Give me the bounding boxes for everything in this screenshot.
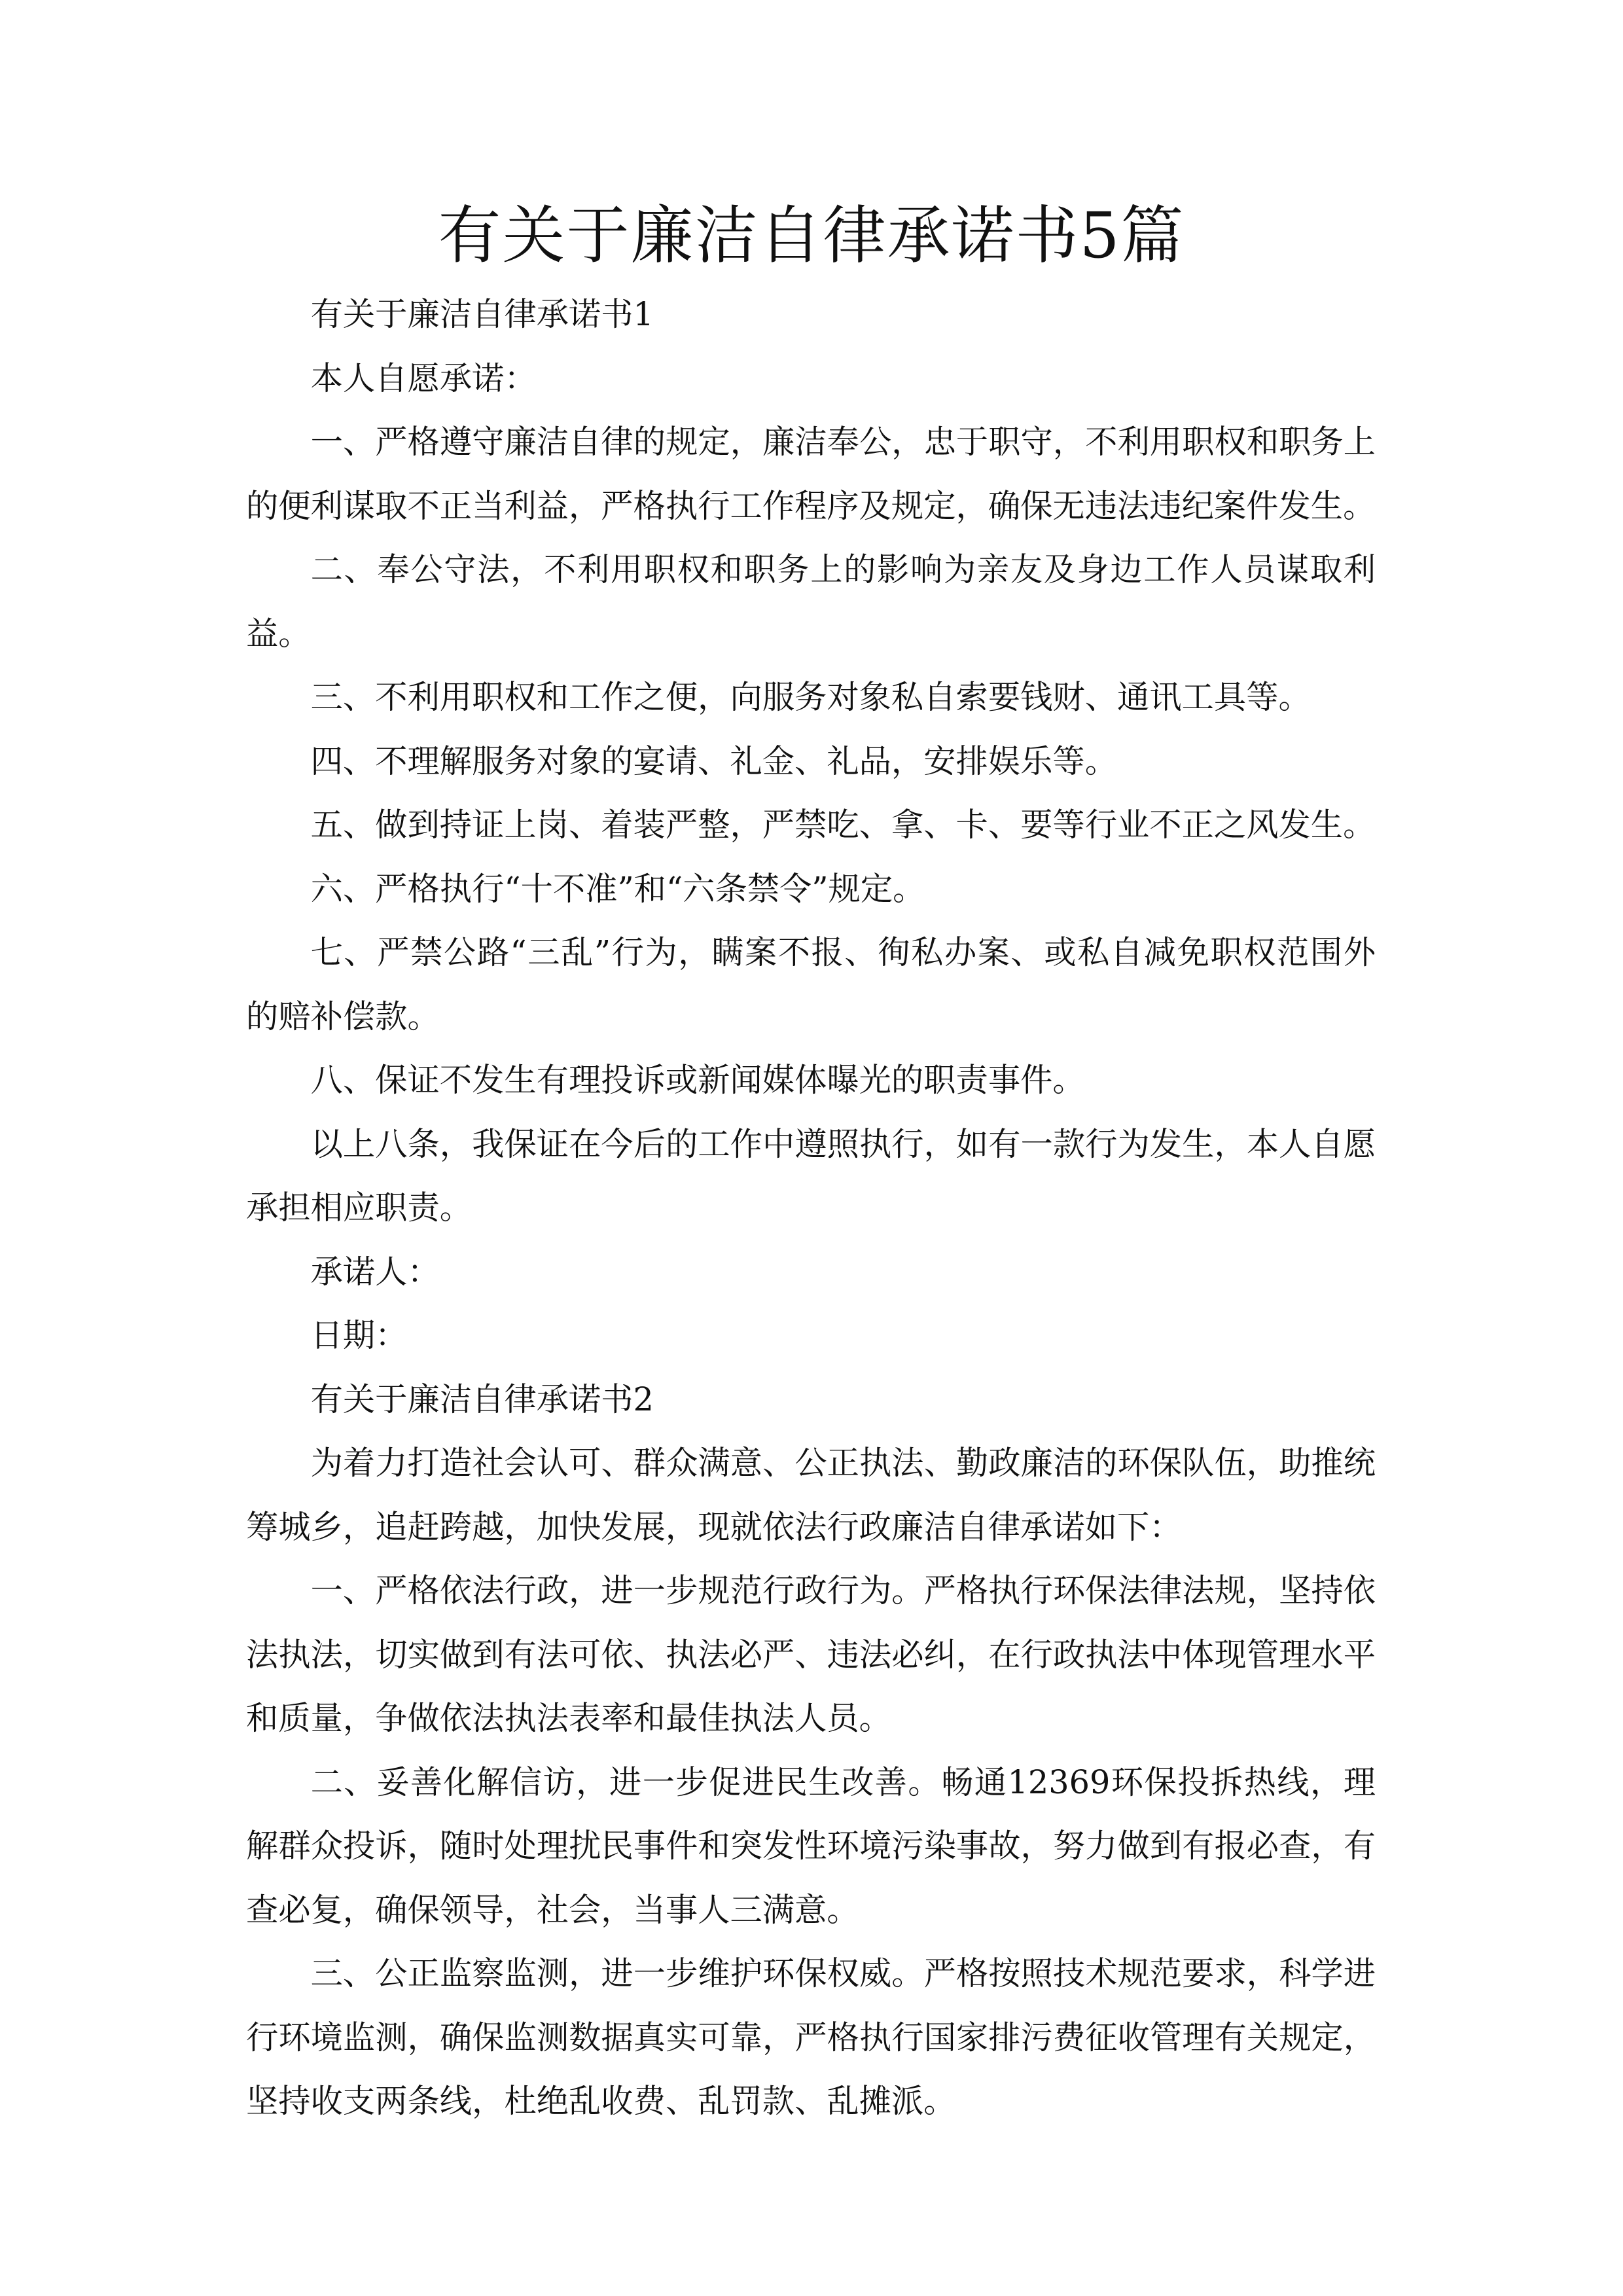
paragraph: 七、严禁公路“三乱”行为，瞒案不报、徇私办案、或私自减免职权范围外的赔补偿款。 [246, 933, 1376, 1035]
paragraph: 二、奉公守法，不利用职权和职务上的影响为亲友及身边工作人员谋取利益。 [246, 550, 1376, 653]
paragraph: 一、严格遵守廉洁自律的规定，廉洁奉公，忠于职守，不利用职权和职务上的便利谋取不正当利益，严格执行工作程序及规定，确保无违法违纪案件发生。 [246, 423, 1376, 525]
signer-label: 承诺人： [310, 1252, 440, 1291]
section-heading-1: 有关于廉洁自律承诺书1 [310, 295, 654, 333]
section-heading-2: 有关于廉洁自律承诺书2 [310, 1380, 654, 1418]
paragraph: 三、公正监察监测，进一步维护环保权威。严格按照技术规范要求，科学进行环境监测，确保监测数据真实可靠，严格执行国家排污费征收管理有关规定，坚持收支两条线，杜绝乱收费、乱罚款、乱摊派。 [246, 1954, 1376, 2120]
document-body [246, 283, 1376, 2134]
paragraph: 六、严格执行“十不准”和“六条禁令”规定。 [310, 869, 925, 908]
paragraph: 二、妥善化解信访，进一步促进民生改善。畅通12369环保投拆热线，理解群众投诉，随时处理扰民事件和突发性环境污染事故，努力做到有报必查，有查必复，确保领导，社会，当事人三满意。 [246, 1763, 1376, 1929]
paragraph: 八、保证不发生有理投诉或新闻媒体曝光的职责事件。 [310, 1061, 1085, 1099]
paragraph: 一、严格依法行政，进一步规范行政行为。严格执行环保法律法规，坚持依法执法，切实做到有法可依、执法必严、违法必纠，在行政执法中体现管理水平和质量，争做依法执法表率和最佳执法人员。 [246, 1571, 1376, 1737]
paragraph: 四、不理解服务对象的宴请、礼金、礼品，安排娱乐等。 [310, 742, 1118, 780]
paragraph: 本人自愿承诺： [310, 359, 537, 397]
document-title: 有关于廉洁自律承诺书5篇 [438, 199, 1185, 272]
paragraph: 五、做到持证上岗、着装严整，严禁吃、拿、卡、要等行业不正之风发生。 [310, 806, 1376, 844]
paragraph: 以上八条，我保证在今后的工作中遵照执行，如有一款行为发生，本人自愿承担相应职责。 [246, 1124, 1376, 1227]
date-label: 日期： [310, 1316, 408, 1354]
paragraph: 为着力打造社会认可、群众满意、公正执法、勤政廉洁的环保队伍，助推统筹城乡，追赶跨越，加快发展，现就依法行政廉洁自律承诺如下： [246, 1444, 1376, 1546]
paragraph: 三、不利用职权和工作之便，向服务对象私自索要钱财、通讯工具等。 [310, 678, 1311, 716]
